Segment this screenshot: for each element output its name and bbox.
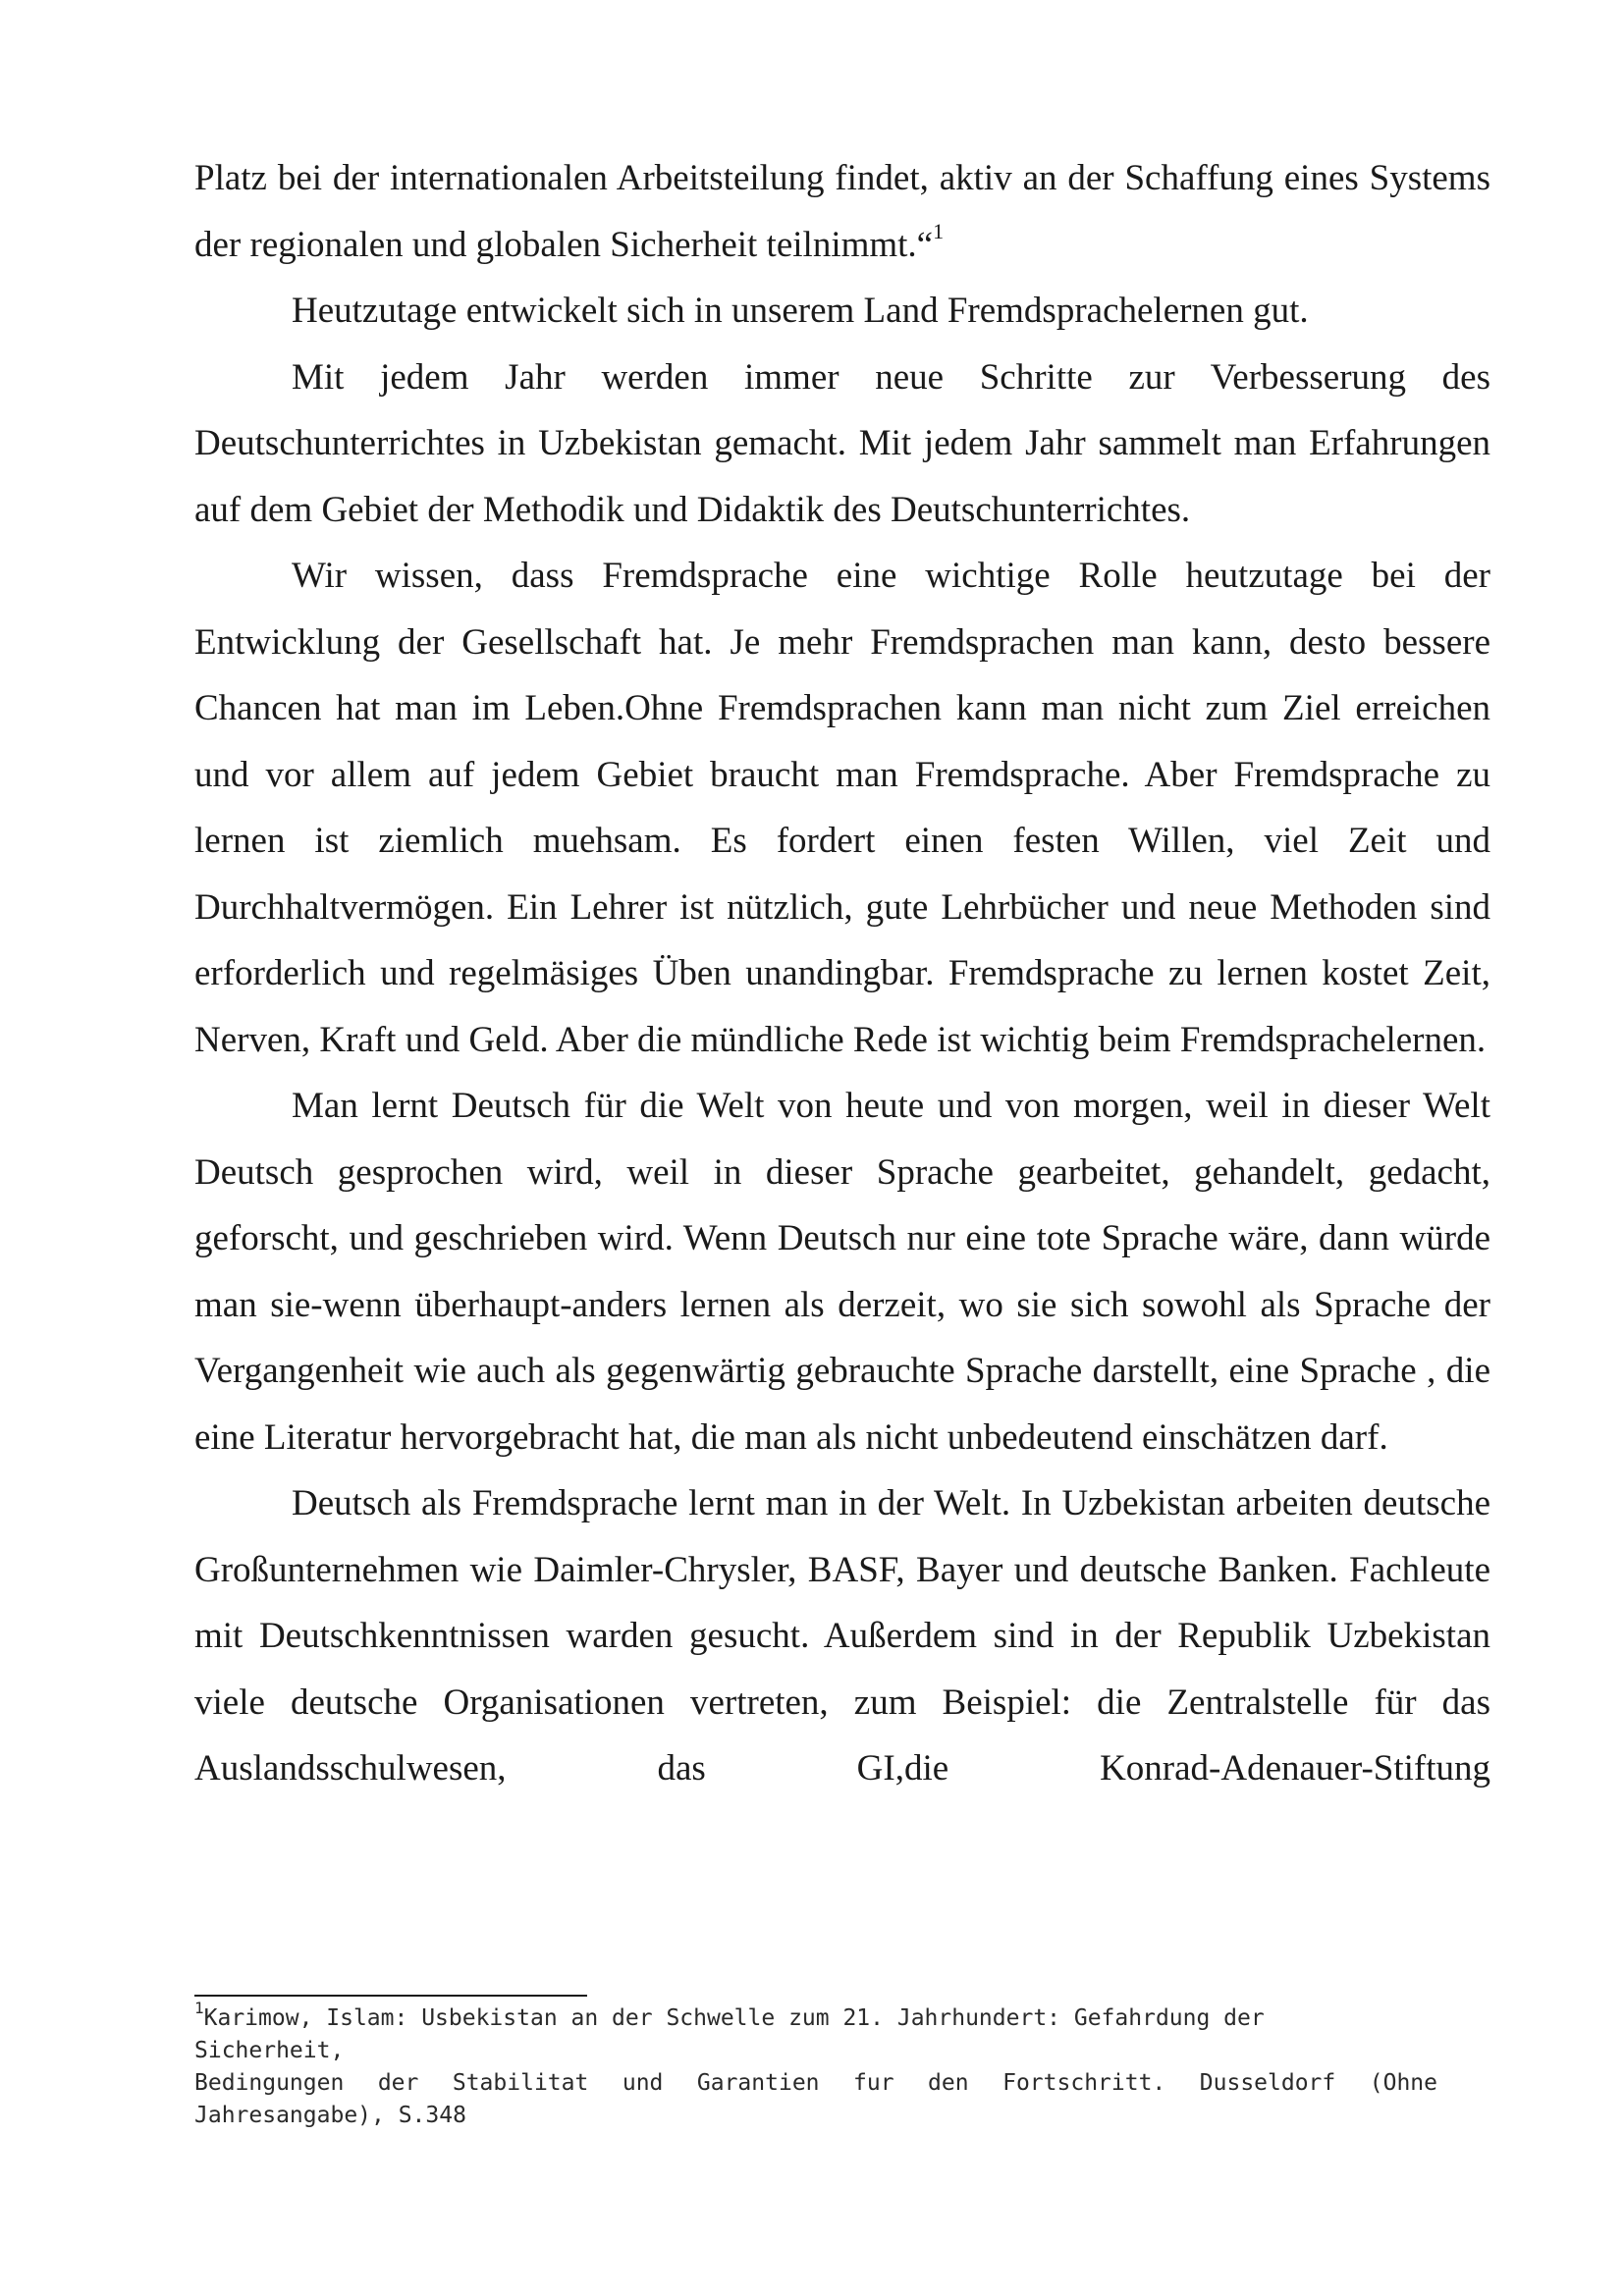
paragraph-2: Heutzutage entwickelt sich in unserem Land Fremdsprachelernen gut. bbox=[292, 291, 1309, 331]
paragraph-5: Man lernt Deutsch für die Welt von heute und von morgen, weil in dieser Welt Deutsch gesprochen wird, weil in dieser Sprache gearbeitet, gehandelt, gedacht, geforscht, und geschrieben wird. Wenn Deutsch nur eine tote Sprache wäre, dann würde man sie-wenn überhaupt-anders lernen als derzeit, wo sie sich sowohl als Sprache der Vergangenheit wie auch als gegenwärtig gebrauchte Sprache darstellt, eine Sprache , die eine Literatur hervorgebracht hat, die man als nicht unbedeutend einschätzen darf. bbox=[194, 1086, 1490, 1458]
footnote-line-4: Jahresangabe), S.348 bbox=[194, 2103, 466, 2128]
paragraph-3: Mit jedem Jahr werden immer neue Schritte zur Verbesserung des Deutschunterrichtes in Uzbekistan gemacht. Mit jedem Jahr sammelt man Erfahrungen auf dem Gebiet der Methodik und Didaktik des Deutschunterrichtes. bbox=[194, 356, 1490, 530]
footnote bbox=[194, 1999, 1437, 2132]
document-body bbox=[194, 145, 1490, 1802]
paragraph-1-text: Platz bei der internationalen Arbeitsteilung findet, aktiv an der Schaffung eines Systems der regionalen und globalen Sicherheit teilnimmt.“ bbox=[194, 158, 1490, 265]
paragraph-6: Deutsch als Fremdsprache lernt man in der Welt. In Uzbekistan arbeiten deutsche Großunternehmen wie Daimler-Chrysler, BASF, Bayer und deutsche Banken. Fachleute mit Deutschkenntnissen warden gesucht. Außerdem sind in der Republik Uzbekistan viele deutsche Organisationen vertreten, zum Beispiel: die Zentralstelle für das Auslandsschulwesen, das GI,die Konrad-Adenauer-Stiftung bbox=[194, 1483, 1490, 1789]
paragraph-4: Wir wissen, dass Fremdsprache eine wichtige Rolle heutzutage bei der Entwicklung der Gesellschaft hat. Je mehr Fremdsprachen man kann, desto bessere Chancen hat man im Leben.Ohne Fremdsprachen kann man nicht zum Ziel erreichen und vor allem auf jedem Gebiet braucht man Fremdsprache. Aber Fremdsprache zu lernen ist ziemlich muehsam. Es fordert einen festen Willen, viel Zeit und Durchhaltvermögen. Ein Lehrer ist nützlich, gute Lehrbücher und neue Methoden sind erforderlich und regelmäsiges Üben unandingbar. Fremdsprache zu lernen kostet Zeit, Nerven, Kraft und Geld. Aber die mündliche Rede ist wichtig beim Fremdsprachelernen. bbox=[194, 556, 1490, 1060]
footnote-line-1-text: Karimow, Islam: Usbekistan an der Schwelle zum 21. Jahrhundert: Gefahrdung der bbox=[203, 2005, 1265, 2031]
footnote-separator bbox=[194, 1995, 587, 1997]
footnote-marker: 1 bbox=[194, 1999, 204, 2018]
paragraph-1 bbox=[194, 145, 1490, 278]
footnote-line-1 bbox=[194, 1999, 1437, 2035]
footnote-reference[interactable]: 1 bbox=[933, 219, 945, 244]
footnote-line-3: Bedingungen der Stabilitat und Garantien fur den Fortschritt. Dusseldorf (Ohne bbox=[194, 2070, 1437, 2096]
footnote-line-2: Sicherheit, bbox=[194, 2038, 345, 2063]
